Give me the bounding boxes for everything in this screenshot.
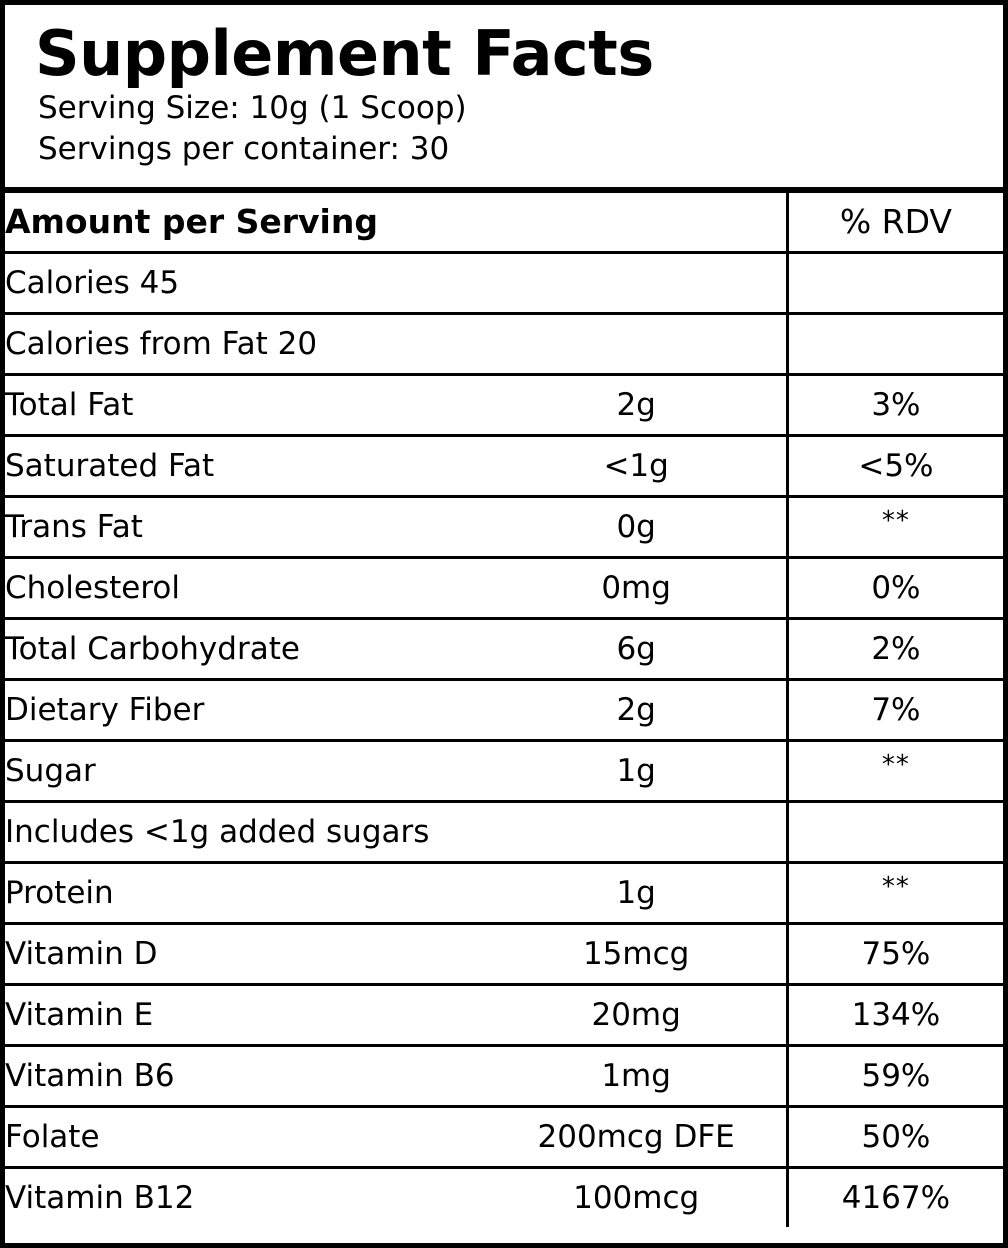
nutrient-amount: 0mg: [486, 557, 787, 618]
nutrient-rdv: [787, 801, 1003, 862]
nutrient-rdv: 4167%: [787, 1167, 1003, 1227]
table-row: [5, 862, 1003, 923]
nutrient-rdv: [787, 862, 1003, 923]
nutrient-rdv: 50%: [787, 1106, 1003, 1167]
nutrient-rdv: [787, 252, 1003, 313]
nutrient-rdv: 134%: [787, 984, 1003, 1045]
nutrient-rdv: 59%: [787, 1045, 1003, 1106]
table-row: [5, 252, 1003, 313]
nutrient-name: Calories from Fat 20: [5, 313, 486, 374]
nutrient-name: Total Carbohydrate: [5, 618, 486, 679]
nutrient-name: Folate: [5, 1106, 486, 1167]
table-row: [5, 557, 1003, 618]
nutrient-amount: 2g: [486, 374, 787, 435]
table-row: [5, 374, 1003, 435]
nutrient-amount: 1mg: [486, 1045, 787, 1106]
table-row: [5, 313, 1003, 374]
nutrient-rdv: [787, 740, 1003, 801]
nutrient-rdv: 3%: [787, 374, 1003, 435]
nutrient-amount: 100mcg: [486, 1167, 787, 1227]
table-row: [5, 1167, 1003, 1227]
nutrient-amount: 20mg: [486, 984, 787, 1045]
nutrient-amount: 0g: [486, 496, 787, 557]
table-row: [5, 496, 1003, 557]
nutrient-name: Vitamin D: [5, 923, 486, 984]
column-header-rdv: % RDV: [839, 202, 953, 242]
nutrient-rdv: 2%: [787, 618, 1003, 679]
nutrient-name: Cholesterol: [5, 557, 486, 618]
nutrient-name: Protein: [5, 862, 486, 923]
table-row: [5, 923, 1003, 984]
nutrient-amount: 1g: [486, 740, 787, 801]
nutrient-name: Vitamin B6: [5, 1045, 486, 1106]
nutrient-rdv: 75%: [787, 923, 1003, 984]
nutrient-amount: [486, 313, 787, 374]
footnote-marker: **: [881, 506, 910, 537]
table-row: [5, 984, 1003, 1045]
table-header-row: [5, 193, 1003, 253]
nutrient-name: Total Fat: [5, 374, 486, 435]
nutrient-name: Sugar: [5, 740, 486, 801]
nutrient-amount: 200mcg DFE: [486, 1106, 787, 1167]
table-row: [5, 679, 1003, 740]
nutrient-rdv: [787, 496, 1003, 557]
serving-size-text: Serving Size: 10g (1 Scoop): [38, 90, 467, 127]
nutrient-name: Calories 45: [5, 252, 486, 313]
nutrient-rdv: 0%: [787, 557, 1003, 618]
column-header-amount: Amount per Serving: [5, 202, 378, 242]
nutrition-table: [5, 193, 1003, 1227]
nutrient-name: Dietary Fiber: [5, 679, 486, 740]
nutrient-amount: 1g: [486, 862, 787, 923]
servings-per-container-text: Servings per container: 30: [38, 131, 450, 168]
nutrient-rdv: [787, 313, 1003, 374]
table-row: [5, 1045, 1003, 1106]
table-row: [5, 801, 1003, 862]
nutrient-amount: 15mcg: [486, 923, 787, 984]
nutrient-amount: 6g: [486, 618, 787, 679]
footnote-marker: **: [881, 872, 910, 903]
nutrient-amount: [486, 252, 787, 313]
nutrient-rdv: <5%: [787, 435, 1003, 496]
table-row: [5, 740, 1003, 801]
table-row: [5, 435, 1003, 496]
nutrient-amount: 2g: [486, 679, 787, 740]
table-row: [5, 1106, 1003, 1167]
footnote-marker: **: [881, 750, 910, 781]
nutrient-name: Includes <1g added sugars: [5, 801, 787, 862]
panel-header: [5, 5, 1003, 177]
nutrient-amount: <1g: [486, 435, 787, 496]
nutrient-name: Trans Fat: [5, 496, 486, 557]
nutrient-name: Saturated Fat: [5, 435, 486, 496]
nutrient-name: Vitamin E: [5, 984, 486, 1045]
table-row: [5, 618, 1003, 679]
nutrient-rdv: 7%: [787, 679, 1003, 740]
page-title: Supplement Facts: [35, 17, 654, 90]
nutrient-name: Vitamin B12: [5, 1167, 486, 1227]
